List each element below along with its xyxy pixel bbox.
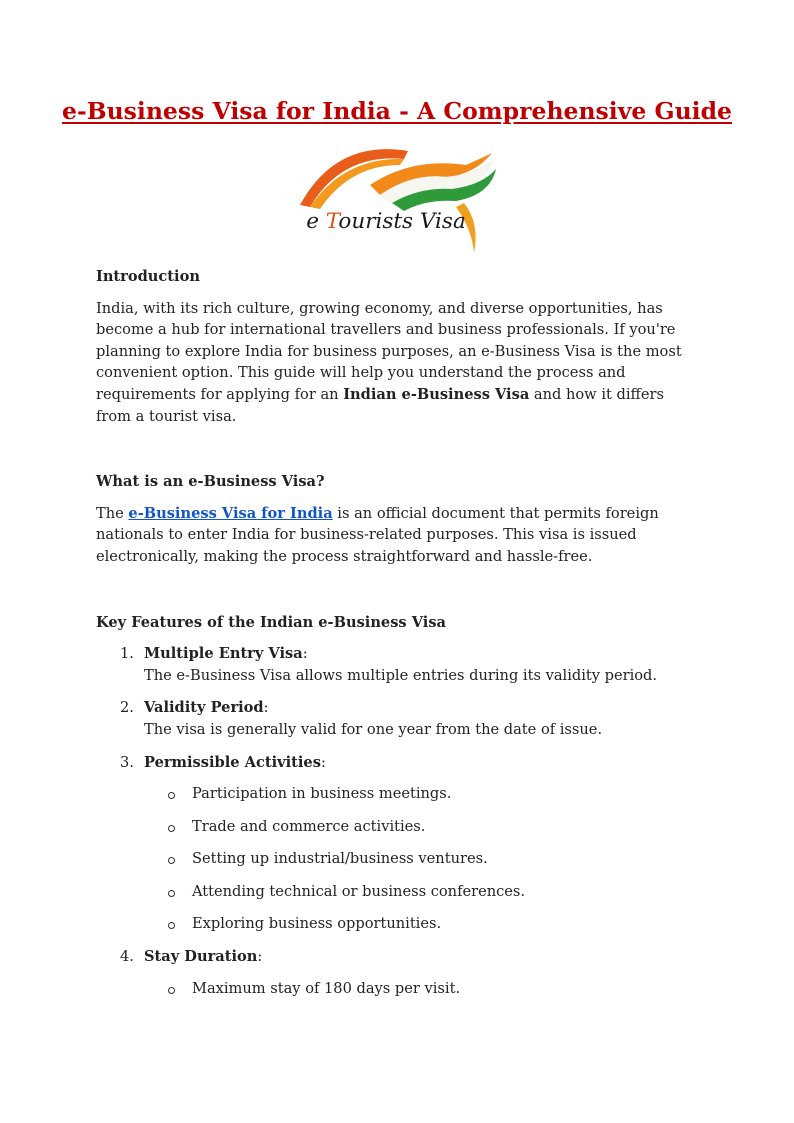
feature-colon: : bbox=[302, 645, 308, 663]
circle-bullet-icon bbox=[168, 890, 175, 897]
logo-text bbox=[296, 209, 476, 234]
feature-desc: The e-Business Visa allows multiple entries during its validity period. bbox=[144, 666, 658, 684]
list-item bbox=[96, 946, 700, 999]
document-body bbox=[96, 264, 700, 1010]
sub-list-item bbox=[144, 978, 700, 1000]
section-heading-introduction: Introduction bbox=[96, 268, 200, 285]
what-paragraph bbox=[96, 503, 700, 568]
feature-title: Multiple Entry Visa bbox=[144, 645, 303, 663]
list-number: 3. bbox=[120, 753, 134, 771]
circle-bullet-icon bbox=[168, 987, 175, 994]
circle-bullet-icon bbox=[168, 792, 175, 799]
feature-title: Validity Period bbox=[144, 699, 264, 717]
circle-bullet-icon bbox=[168, 825, 175, 832]
stay-list bbox=[144, 978, 700, 1000]
features-list bbox=[96, 643, 700, 999]
intro-bold: Indian e-Business Visa bbox=[343, 385, 530, 403]
intro-text-2: and how it differs from a tourist visa. bbox=[96, 385, 664, 425]
list-number: 4. bbox=[120, 948, 134, 966]
section-heading-what-is: What is an e-Business Visa? bbox=[96, 473, 325, 491]
sub-item-text: Exploring business opportunities. bbox=[192, 915, 442, 933]
evisa-link[interactable]: e-Business Visa for India bbox=[128, 504, 333, 522]
circle-bullet-icon bbox=[168, 857, 175, 864]
sub-item-text: Setting up industrial/business ventures. bbox=[192, 850, 488, 868]
list-item bbox=[96, 752, 700, 936]
sub-item-text: Attending technical or business conferences. bbox=[192, 882, 526, 900]
sub-item-text: Trade and commerce activities. bbox=[192, 817, 426, 835]
feature-colon: : bbox=[257, 948, 263, 966]
sub-item-text: Maximum stay of 180 days per visit. bbox=[192, 979, 461, 997]
what-pre: The bbox=[96, 504, 129, 522]
page-title: e-Business Visa for India - A Comprehensive Guide bbox=[62, 97, 732, 125]
list-item bbox=[96, 697, 700, 740]
feature-title: Permissible Activities bbox=[144, 753, 321, 771]
list-number: 2. bbox=[120, 699, 134, 717]
sub-list-item bbox=[144, 783, 700, 805]
feature-colon: : bbox=[263, 699, 269, 717]
section-heading-key-features: Key Features of the Indian e-Business Visa bbox=[96, 613, 447, 631]
feature-title: Stay Duration bbox=[144, 948, 258, 966]
logo-rest: ourists Visa bbox=[338, 209, 466, 234]
sub-list-item bbox=[144, 816, 700, 838]
list-item bbox=[96, 643, 700, 686]
activities-list bbox=[144, 783, 700, 935]
sub-list-item bbox=[144, 881, 700, 903]
flag-swoosh-icon bbox=[296, 143, 502, 255]
feature-desc: The visa is generally valid for one year from the date of issue. bbox=[144, 720, 603, 738]
intro-paragraph bbox=[96, 298, 700, 428]
sub-list-item bbox=[144, 848, 700, 870]
etourists-visa-logo bbox=[296, 143, 502, 255]
list-number: 1. bbox=[120, 645, 134, 663]
sub-item-text: Participation in business meetings. bbox=[192, 785, 452, 803]
logo-prefix: e bbox=[306, 209, 326, 234]
feature-colon: : bbox=[320, 753, 326, 771]
sub-list-item bbox=[144, 913, 700, 935]
what-post: is an official document that permits foreign nationals to enter India for business-related purposes. This visa is issued electronically, making the process straightforward and hassle-free. bbox=[96, 504, 659, 565]
circle-bullet-icon bbox=[168, 922, 175, 929]
intro-text-1: India, with its rich culture, growing economy, and diverse opportunities, has become a hub for international travellers and business professionals. If you're planning to explore India for business purposes, an e-Business Visa is the most convenient option. This guide will help you understand the process and requirements for applying for an bbox=[96, 299, 682, 403]
logo-initial: T bbox=[325, 209, 339, 234]
